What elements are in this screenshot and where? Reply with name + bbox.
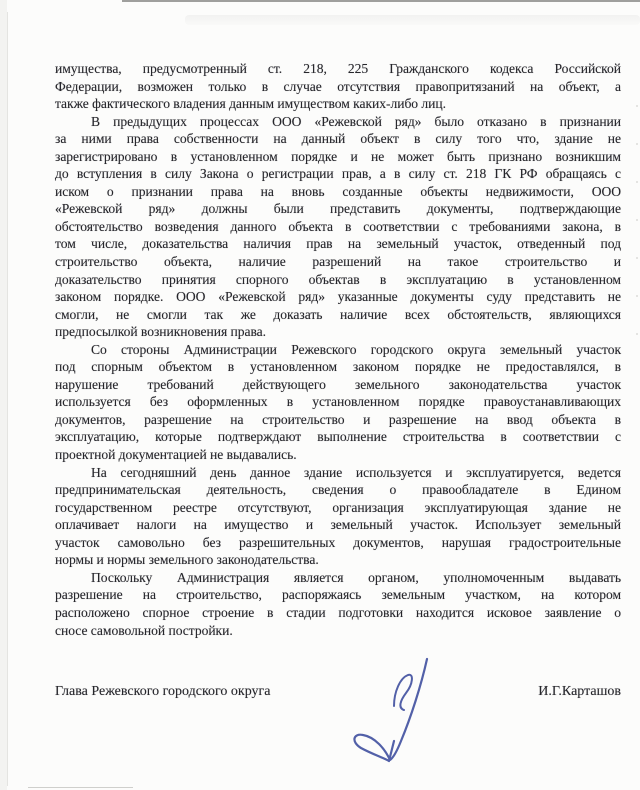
text-line: оплачивает налоги на имущество и земельный участок. Использует земельный [55,517,621,533]
text-line: «Режевской ряд» должны были представить документы, подтверждающие [55,201,621,217]
signature-stroke [354,659,427,761]
text-line: строительство объекта, наличие разрешений на такое строительство и [55,254,621,270]
scan-artifact-top-edge [122,0,640,2]
text-line: том числе, доказательства наличия прав на земельный участок, отведенный под [55,236,621,252]
scan-artifact-left-band [0,0,7,790]
text-line: доказательство принятия спорного объектав в эксплуатацию в установленном [55,271,621,287]
text-line: используется без оформленных в установленном порядке правоустанавливающих [55,394,621,410]
text-line: эксплуатацию, которые подтверждают выполнение строительства в соответствии с [55,429,621,445]
text-line: законом порядке. ООО «Режевской ряд» указанные документы суду представить не [55,289,621,305]
text-line: обстоятельство возведения данного объекта в соответствии с требованиями закона, в [55,218,621,234]
text-line: проектной документацией не выдавались. [55,447,297,463]
signature-row [55,684,621,700]
text-block [55,60,621,639]
signatory-title: Глава Режевского городского округа [55,684,271,699]
text-line: участок самовольно без разрешительных документов, нарушая градостроительные [55,534,621,550]
text-line: также фактического владения данным имуществом каких-либо лиц. [55,96,446,112]
text-line: Со стороны Администрации Режевского городского округа земельный участок [91,341,621,357]
text-line: нормы и нормы земельного законодательства. [55,552,319,568]
text-line: предпосылкой возникновения права. [55,324,267,340]
scan-artifact-left-line [7,12,8,786]
signatory-name: И.Г.Карташов [538,684,621,699]
text-line: документов, разрешение на строительство и разрешение на ввод объекта в [55,411,621,427]
text-line: нарушение требований действующего земельного законодательства участок [55,376,621,392]
text-line: имущества, предусмотренный ст. 218, 225 Гражданского кодекса Российской [55,61,621,76]
text-line: зарегистрировано в установленном порядке и не может быть признано возникшим [55,148,621,164]
text-line: Федерации, возможен только в случае отсутствия правопритязаний на объект, а [55,78,621,94]
text-line: предпринимательская деятельность, сведения о правообладателе в Едином [55,482,621,498]
text-line: разрешение на строительство, распоряжаясь земельным участком, на котором [55,587,621,603]
scan-artifact-bottom-line [28,787,133,788]
scan-artifact-right-specks [636,105,638,365]
text-line: смогли, не смогли так же доказать наличие всех обстоятельств, являющихся [55,306,621,322]
text-line: под спорным объектом в установленном законом порядке не предоставлялся, в [55,359,621,375]
text-line: иском о признании права на вновь созданные объекты недвижимости, ООО [55,183,621,199]
text-line: до вступления в силу Закона о регистрации прав, а в силу ст. 218 ГК РФ обращаясь с [55,166,621,182]
signature-ink [348,653,452,773]
text-line: расположено спорное строение в стадии подготовки находится исковое заявление о [55,604,621,620]
text-line: за ними права собственности на данный объект в силу того что, здание не [55,131,621,147]
text-line: Поскольку Администрация является органом, уполномоченным выдавать [91,569,621,585]
text-line: На сегодняшний день данное здание используется и эксплуатируется, ведется [91,464,621,480]
scan-artifact-top-smudge [185,15,640,25]
text-line: государственном реестре отсутствуют, организация эксплуатирующая здание не [55,499,621,515]
text-line: В предыдущих процессах ООО «Режевской ряд» было отказано в признании [91,113,621,129]
text-line: сносе самовольной постройки. [55,622,233,638]
